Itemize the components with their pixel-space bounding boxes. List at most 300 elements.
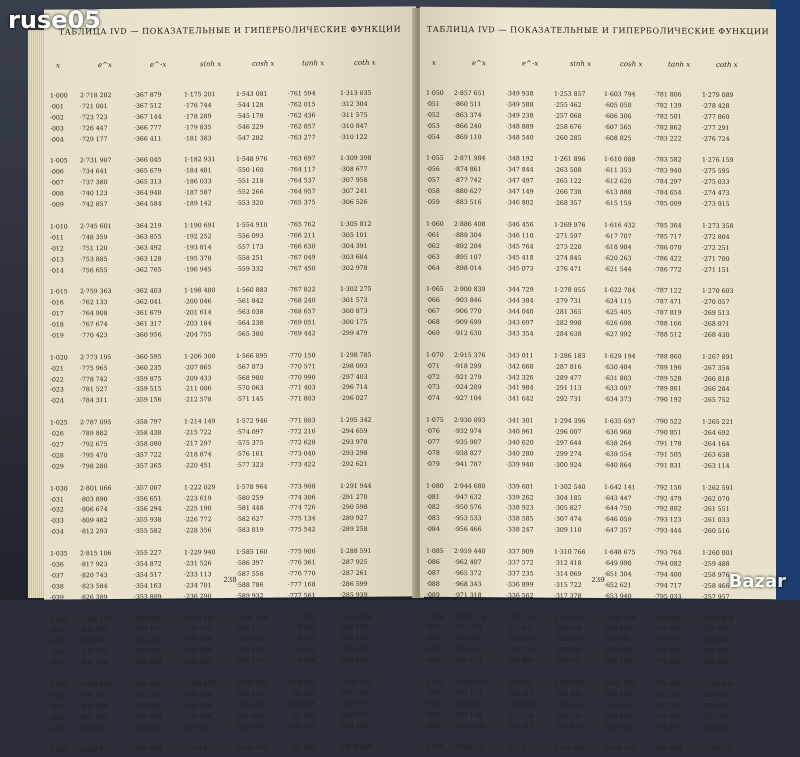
table-cell: ·793 764	[654, 549, 682, 557]
table-cell: ·780 254	[288, 690, 316, 698]
table-cell: ·577 323	[236, 461, 264, 469]
table-cell: ·063	[426, 253, 440, 261]
table-cell: 1·253 857	[554, 90, 586, 98]
table-cell: ·312 418	[554, 559, 582, 567]
table-cell: ·617 707	[604, 232, 632, 241]
table-cell: ·332 299	[554, 712, 582, 720]
table-cell: ·259 488	[702, 560, 730, 568]
table-cell: ·817 923	[80, 561, 108, 569]
table-cell: ·280 717	[340, 700, 368, 708]
table-cell: ·314 069	[554, 570, 582, 578]
table-cell: ·771 403	[288, 384, 316, 392]
table-cell: ·207 865	[184, 363, 212, 372]
table-cell	[506, 602, 534, 613]
table-cell: 1·010	[50, 223, 68, 231]
table-cell	[554, 733, 586, 744]
table-cell: 1·295 342	[340, 416, 372, 425]
table-cell: ·034	[50, 528, 64, 536]
table-cell: ·200 046	[184, 298, 212, 306]
table-cell: ·883 516	[454, 199, 482, 207]
table-cell: 1·175 201	[184, 91, 216, 99]
table-cell: ·354 872	[134, 560, 162, 568]
table-cell	[80, 735, 112, 746]
table-cell: ·737 380	[80, 179, 108, 187]
table-cell: ·806 674	[80, 506, 108, 514]
table-cell: 1·622 784	[604, 287, 636, 295]
table-cell: ·078	[426, 449, 440, 457]
table-cell: ·284 638	[554, 330, 582, 338]
table-cell	[454, 471, 486, 482]
table-cell: 1·085	[426, 547, 444, 555]
table-cell: ·228 356	[184, 527, 212, 535]
table-cell: ·277 860	[702, 113, 730, 121]
table-cell: ·782 139	[654, 102, 682, 110]
table-cell: ·022	[50, 376, 64, 384]
table-cell: ·345 764	[506, 243, 534, 251]
table-cell: ·734 641	[80, 168, 108, 176]
table-cell: ·795 470	[80, 451, 108, 460]
table-cell: 1·554 910	[236, 221, 268, 229]
table-cell	[506, 537, 534, 548]
table-cell: ·354 163	[134, 582, 162, 590]
table-cell: ·073	[426, 384, 440, 392]
table-cell: ·305 101	[340, 231, 368, 239]
table-cell: ·291 113	[554, 385, 582, 393]
table-cell: ·300 924	[554, 461, 582, 469]
table-cell: ·764 908	[80, 310, 108, 318]
table-cell: ·784 654	[654, 189, 682, 197]
table-cell: ·767 049	[288, 253, 316, 262]
table-cell: 2·731 907	[80, 157, 112, 165]
table-cell: ·176 744	[184, 102, 212, 110]
table-cell: 1·080	[426, 482, 444, 490]
table-cell	[184, 406, 216, 417]
table-cell: ·781 527	[80, 386, 108, 394]
table-cell	[426, 732, 444, 743]
table-cell: 1·655 250	[604, 614, 636, 622]
table-cell: ·774 306	[288, 493, 316, 502]
table-cell: ·013	[50, 256, 64, 264]
table-cell: ·233 113	[184, 571, 212, 579]
table-cell: ·794 717	[654, 582, 682, 590]
table-cell: ·300 175	[340, 318, 368, 327]
table-cell	[184, 472, 216, 483]
header-x: x	[56, 61, 60, 70]
table-cell	[134, 472, 162, 483]
table-cell	[554, 668, 586, 679]
table-cell: ·335 220	[506, 646, 534, 654]
table-cell: ·333 883	[506, 701, 534, 709]
table-cell	[454, 732, 486, 743]
table-cell: ·792 156	[654, 484, 682, 492]
table-cell: ·083	[426, 515, 440, 523]
right-page	[420, 7, 776, 754]
table-cell: ·753 885	[80, 255, 108, 263]
table-cell: ·366 411	[134, 135, 162, 143]
table-cell: ·621 544	[604, 265, 632, 273]
table-cell: ·992 154	[454, 689, 482, 698]
table-cell	[426, 209, 444, 220]
table-cell: ·029	[50, 463, 64, 471]
table-cell: ·252 952	[702, 724, 730, 732]
table-cell: ·081	[426, 493, 440, 501]
table-cell: ·953 533	[454, 515, 482, 523]
table-cell	[236, 275, 268, 286]
table-cell	[288, 602, 316, 613]
table-cell: ·544 128	[236, 101, 264, 109]
table-cell: ·076	[426, 427, 440, 435]
table-cell: 1·309 398	[340, 155, 372, 163]
table-cell: ·363 128	[134, 255, 162, 263]
table-cell: ·263 114	[702, 462, 730, 470]
table-cell: ·761 594	[288, 90, 316, 98]
table-cell: ·004	[50, 136, 64, 144]
table-cell: ·600 145	[236, 701, 264, 709]
table-cell	[80, 276, 112, 287]
column-exp	[80, 91, 112, 757]
table-cell: ·924 209	[454, 384, 482, 392]
table-cell: ·037	[50, 572, 64, 580]
table-cell: ·764 537	[288, 177, 316, 185]
table-cell: ·767 450	[288, 264, 316, 272]
table-cell	[184, 210, 216, 221]
table-cell: ·303 684	[340, 253, 368, 261]
table-cell: ·033	[50, 517, 64, 525]
table-cell: ·779 851	[288, 679, 316, 687]
table-cell: 1·254 936	[702, 680, 734, 688]
table-cell: ·024	[50, 397, 64, 405]
table-cell: ·268 357	[554, 199, 582, 207]
table-cell: 1·603 794	[236, 745, 268, 753]
header-x: x	[432, 58, 436, 67]
table-cell: ·017	[50, 310, 64, 318]
table-cell: ·763 277	[288, 133, 316, 142]
table-cell: ·301 573	[340, 297, 368, 305]
table-cell	[288, 144, 316, 155]
table-cell	[340, 405, 372, 416]
table-cell: ·909 699	[454, 319, 482, 327]
table-cell: ·775 134	[288, 515, 316, 523]
table-cell: ·333 550	[506, 712, 534, 720]
table-cell: ·260 516	[702, 527, 730, 536]
table-cell: 1·045	[50, 681, 68, 689]
table-cell: 1·182 931	[184, 156, 216, 164]
table-cell	[702, 407, 734, 418]
table-cell: ·098	[426, 711, 440, 719]
table-cell: ·765 375	[288, 199, 316, 207]
table-cell: ·094	[426, 656, 440, 665]
table-cell: ·356 651	[134, 495, 162, 503]
table-cell: ·258 466	[702, 582, 730, 590]
table-cell: ·965 372	[454, 569, 482, 578]
table-cell: ·771 803	[288, 417, 316, 425]
table-cell: ·962 407	[454, 558, 482, 567]
table-cell: ·249 050	[184, 701, 212, 710]
table-cell	[288, 406, 316, 417]
table-cell: ·008	[50, 190, 64, 198]
table-cell: ·064	[426, 264, 440, 272]
table-cell: ·266 818	[702, 375, 730, 383]
table-cell: ·775 542	[288, 526, 316, 534]
table-cell: ·280 072	[340, 711, 368, 719]
table-cell: ·766 630	[288, 242, 316, 251]
column-sinh	[184, 90, 216, 756]
table-cell	[454, 209, 486, 220]
table-cell	[702, 342, 734, 353]
table-cell: ·253 446	[702, 713, 730, 721]
table-cell: ·366 045	[134, 157, 162, 165]
table-cell: 1·262 591	[702, 484, 734, 492]
table-cell: 2·787 095	[80, 419, 112, 427]
table-cell	[236, 406, 268, 417]
table-cell	[50, 342, 68, 353]
table-cell: ·351 341	[134, 691, 162, 699]
table-cell	[134, 145, 162, 156]
table-cell: ·346 802	[506, 199, 534, 207]
table-cell	[454, 667, 486, 678]
table-cell: ·348 889	[506, 123, 534, 131]
table-cell: ·337 909	[506, 548, 534, 556]
table-cell: ·332 871	[506, 744, 534, 752]
table-cell: ·333 973	[554, 723, 582, 731]
table-cell: ·762 436	[288, 112, 316, 120]
table-cell	[134, 407, 162, 418]
table-cell: ·281 365	[554, 308, 582, 317]
table-cell: ·866 240	[454, 122, 482, 130]
table-cell: ·052	[426, 111, 440, 119]
table-cell: ·250 650	[184, 712, 212, 721]
table-cell: 1·288 591	[340, 547, 372, 556]
table-cell: 1·279 089	[340, 744, 372, 752]
table-cell: ·255 462	[554, 101, 582, 109]
table-cell	[604, 734, 636, 745]
table-cell: ·557 173	[236, 243, 264, 251]
table-cell: ·179 835	[184, 123, 212, 132]
table-cell: ·261 033	[702, 517, 730, 525]
table-cell: ·627 992	[604, 330, 632, 339]
table-cell: ·367 879	[134, 91, 162, 99]
table-cell: ·217 297	[184, 440, 212, 448]
table-cell: ·051	[426, 100, 440, 108]
table-cell: 2·745 601	[80, 222, 112, 231]
table-cell: ·021	[50, 365, 64, 373]
table-cell: ·877 742	[454, 177, 482, 185]
table-cell: 1·661 857	[604, 679, 636, 688]
table-cell: 1·642 141	[604, 483, 636, 491]
table-cell: ·252 252	[184, 723, 212, 731]
table-cell: 1·025	[50, 419, 68, 427]
table-cell: ·786 070	[654, 244, 682, 252]
table-cell: ·790 522	[654, 418, 682, 426]
table-cell: ·726 447	[80, 124, 108, 133]
table-cell: ·639 554	[604, 450, 632, 459]
table-cell: ·077	[426, 438, 440, 446]
table-cell	[426, 405, 444, 416]
table-cell: 1·276 159	[702, 157, 734, 165]
table-cell: 1·294 396	[554, 417, 586, 426]
table-cell	[288, 536, 316, 547]
table-cell: 1·270 603	[702, 288, 734, 296]
table-cell: ·770 150	[288, 352, 316, 360]
table-cell: ·791 178	[654, 440, 682, 448]
table-cell: ·342 668	[506, 363, 534, 371]
table-cell: ·276 471	[554, 265, 582, 273]
table-cell: ·576 161	[236, 450, 264, 458]
table-cell: ·751 120	[80, 244, 108, 252]
table-cell: ·791 505	[654, 451, 682, 459]
table-cell: ·036	[50, 561, 64, 569]
table-cell: ·043	[50, 648, 64, 656]
table-cell: ·307 958	[340, 177, 368, 185]
table-cell: ·823 584	[80, 582, 108, 591]
table-cell: ·906 770	[454, 308, 482, 316]
table-cell: ·299 479	[340, 329, 368, 337]
table-cell: ·615 159	[604, 200, 632, 208]
table-cell: ·274 473	[702, 189, 730, 198]
table-cell: ·239 473	[184, 625, 212, 633]
table-cell: ·783 940	[654, 167, 682, 175]
table-cell: ·220 451	[184, 461, 212, 470]
table-cell: ·657 881	[604, 636, 632, 644]
column-exp	[454, 89, 486, 755]
table-cell: ·797 524	[654, 702, 682, 710]
table-cell: ·212 578	[184, 396, 212, 404]
table-cell: ·778 702	[288, 635, 316, 643]
table-cell	[340, 536, 372, 547]
table-cell: ·362 041	[134, 298, 162, 307]
table-cell: ·592 517	[236, 625, 264, 633]
table-cell: ·596 219	[236, 657, 264, 666]
table-cell	[702, 603, 734, 614]
table-cell: ·594 992	[236, 646, 264, 655]
table-cell: ·556 093	[236, 232, 264, 240]
table-cell	[454, 274, 486, 285]
table-cell: ·342 326	[506, 373, 534, 382]
table-cell: ·350 288	[134, 724, 162, 732]
table-cell	[654, 668, 682, 679]
table-cell	[604, 603, 636, 614]
table-cell: ·091	[426, 624, 440, 632]
table-cell	[184, 341, 216, 352]
page-edges	[28, 30, 44, 598]
table-cell: 1·249 221	[702, 746, 734, 754]
table-cell: ·296 007	[554, 428, 582, 436]
table-cell: ·201 614	[184, 309, 212, 317]
table-cell: ·336 562	[506, 592, 534, 600]
table-cell: ·310 122	[340, 133, 368, 141]
table-cell	[604, 275, 636, 286]
table-cell: ·310 847	[340, 122, 368, 130]
table-cell: ·297 644	[554, 439, 582, 447]
table-cell: ·088	[426, 580, 440, 588]
open-book	[28, 8, 776, 754]
table-cell: ·631 803	[604, 374, 632, 382]
table-cell: ·320 664	[554, 625, 582, 633]
table-cell: ·777 882	[288, 613, 316, 621]
table-cell	[184, 145, 216, 156]
column-tanh	[654, 90, 682, 755]
table-cell: ·006	[50, 168, 64, 176]
table-cell: ·790 851	[654, 429, 682, 437]
table-cell: ·317 378	[554, 592, 582, 600]
table-cell: ·223 619	[184, 494, 212, 502]
table-cell: 2·815 106	[80, 550, 112, 558]
table-cell: ·349 938	[506, 90, 534, 98]
table-cell: ·748 359	[80, 233, 108, 242]
table-cell: 1·035	[50, 550, 68, 558]
table-cell: 1·313 035	[340, 89, 372, 98]
table-cell: ·570 063	[236, 385, 264, 393]
table-cell: ·832 048	[80, 626, 108, 634]
table-cell	[236, 471, 268, 482]
table-cell	[134, 603, 162, 614]
table-cell: ·047	[50, 703, 64, 711]
table-cell: ·271 151	[702, 266, 730, 274]
table-cell	[134, 734, 162, 745]
table-cell: ·809 482	[80, 517, 108, 525]
table-cell: ·031	[50, 495, 64, 504]
table-cell	[454, 340, 486, 351]
table-cell: ·215 722	[184, 429, 212, 437]
column-cosh	[604, 90, 636, 756]
table-cell: ·354 517	[134, 571, 162, 579]
table-cell: ·365 313	[134, 178, 162, 187]
table-cell: ·306 526	[340, 198, 368, 207]
table-cell: ·339 601	[506, 482, 534, 491]
table-cell: ·347 497	[506, 177, 534, 185]
table-cell: ·236 290	[184, 592, 212, 601]
table-cell: ·042	[50, 637, 64, 645]
table-cell: ·602 668	[236, 723, 264, 731]
table-cell	[50, 473, 68, 484]
table-cell: ·278 428	[702, 102, 730, 110]
table-cell: 1·265 221	[702, 418, 734, 427]
table-cell	[506, 471, 534, 482]
table-cell: ·330 633	[554, 701, 582, 709]
table-cell: 1·291 944	[340, 482, 372, 490]
table-cell	[80, 407, 112, 418]
table-cell: ·357 365	[134, 462, 162, 470]
table-cell	[340, 732, 372, 743]
table-cell: ·574 097	[236, 428, 264, 437]
table-cell: ·863 374	[454, 111, 482, 119]
table-cell: ·777 168	[288, 581, 316, 589]
table-cell: 3·004 166	[454, 744, 486, 752]
table-cell: ·307 241	[340, 187, 368, 196]
table-cell	[554, 144, 586, 155]
table-cell: 1·543 081	[236, 90, 268, 98]
table-cell	[702, 472, 734, 483]
table-cell: ·338 923	[506, 504, 534, 512]
table-cell: 1·560 883	[236, 286, 268, 295]
table-cell: ·546 229	[236, 123, 264, 131]
table-cell	[236, 602, 268, 613]
table-cell: ·357 007	[134, 484, 162, 492]
table-cell: ·361 679	[134, 309, 162, 317]
table-cell: ·012	[50, 245, 64, 253]
table-cell: ·364 219	[134, 222, 162, 230]
table-cell: ·255 436	[702, 658, 730, 667]
table-cell: ·918 299	[454, 362, 482, 370]
column-x	[50, 91, 68, 756]
table-cell: ·254 438	[702, 691, 730, 699]
left-page-number: 238	[223, 575, 237, 585]
table-cell: 1·190 691	[184, 222, 216, 230]
table-cell	[554, 275, 586, 286]
table-cell: ·355 227	[134, 549, 162, 557]
table-cell	[604, 210, 636, 221]
table-cell: ·097	[426, 700, 440, 708]
